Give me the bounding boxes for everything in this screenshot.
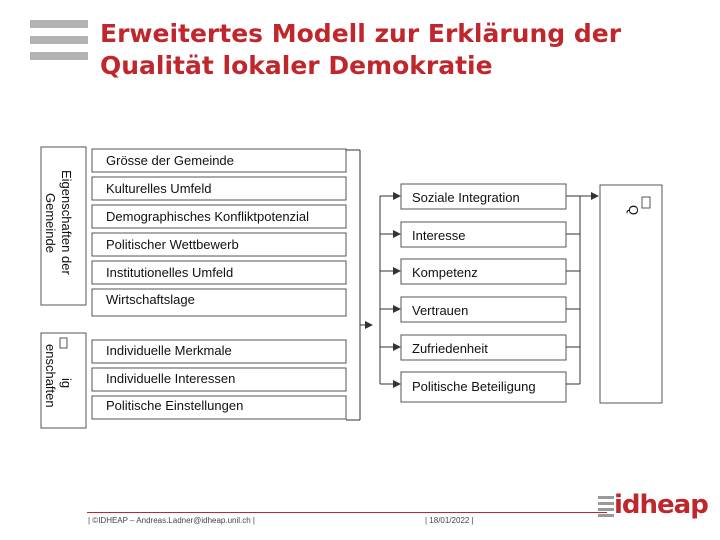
individual-group-mark — [60, 338, 67, 348]
idheap-logo: idheap — [614, 490, 708, 520]
footer-contact: | ©IDHEAP – Andreas.Ladner@idheap.unil.ch | — [88, 516, 256, 525]
footer-date: | 18/01/2022 | — [425, 516, 474, 525]
gemeinde-group-label-1: Eigenschaften der — [59, 170, 74, 275]
title-line-2: Qualität lokaler Demokratie — [100, 51, 493, 80]
result-label: Q — [626, 205, 641, 216]
factor-label: Politische Einstellungen — [106, 398, 244, 413]
result-mark — [642, 197, 650, 208]
idheap-logo-icon — [598, 496, 614, 520]
factor-label: Demographisches Konfliktpotenzial — [106, 209, 310, 224]
factor-label: Kulturelles Umfeld — [106, 181, 212, 196]
outcome-label: Vertrauen — [412, 303, 469, 318]
outcome-label: Kompetenz — [412, 265, 478, 280]
title-line-1: Erweitertes Modell zur Erklärung der — [100, 19, 622, 48]
factor-label: Wirtschaftslage — [106, 292, 195, 307]
factor-label: Institutionelles Umfeld — [106, 265, 234, 280]
outcome-label: Interesse — [412, 228, 466, 243]
factor-label: Individuelle Merkmale — [106, 343, 232, 358]
factor-label: Grösse der Gemeinde — [106, 153, 234, 168]
gemeinde-factor-list — [92, 149, 346, 316]
outcome-label: Soziale Integration — [412, 190, 520, 205]
factor-label: Politischer Wettbewerb — [106, 237, 239, 252]
outcome-label: Politische Beteiligung — [412, 379, 536, 394]
footer-divider — [87, 512, 607, 513]
outcome-label: Zufriedenheit — [412, 341, 488, 356]
individual-group-label-2: enschaften — [43, 344, 58, 408]
outcome-list — [401, 184, 566, 402]
result-box — [600, 185, 662, 403]
gemeinde-group-label-2: Gemeinde — [43, 193, 58, 253]
individual-group-label-1: ig — [59, 378, 74, 389]
individual-factor-list — [92, 340, 346, 419]
factor-label: Individuelle Interessen — [106, 371, 236, 386]
